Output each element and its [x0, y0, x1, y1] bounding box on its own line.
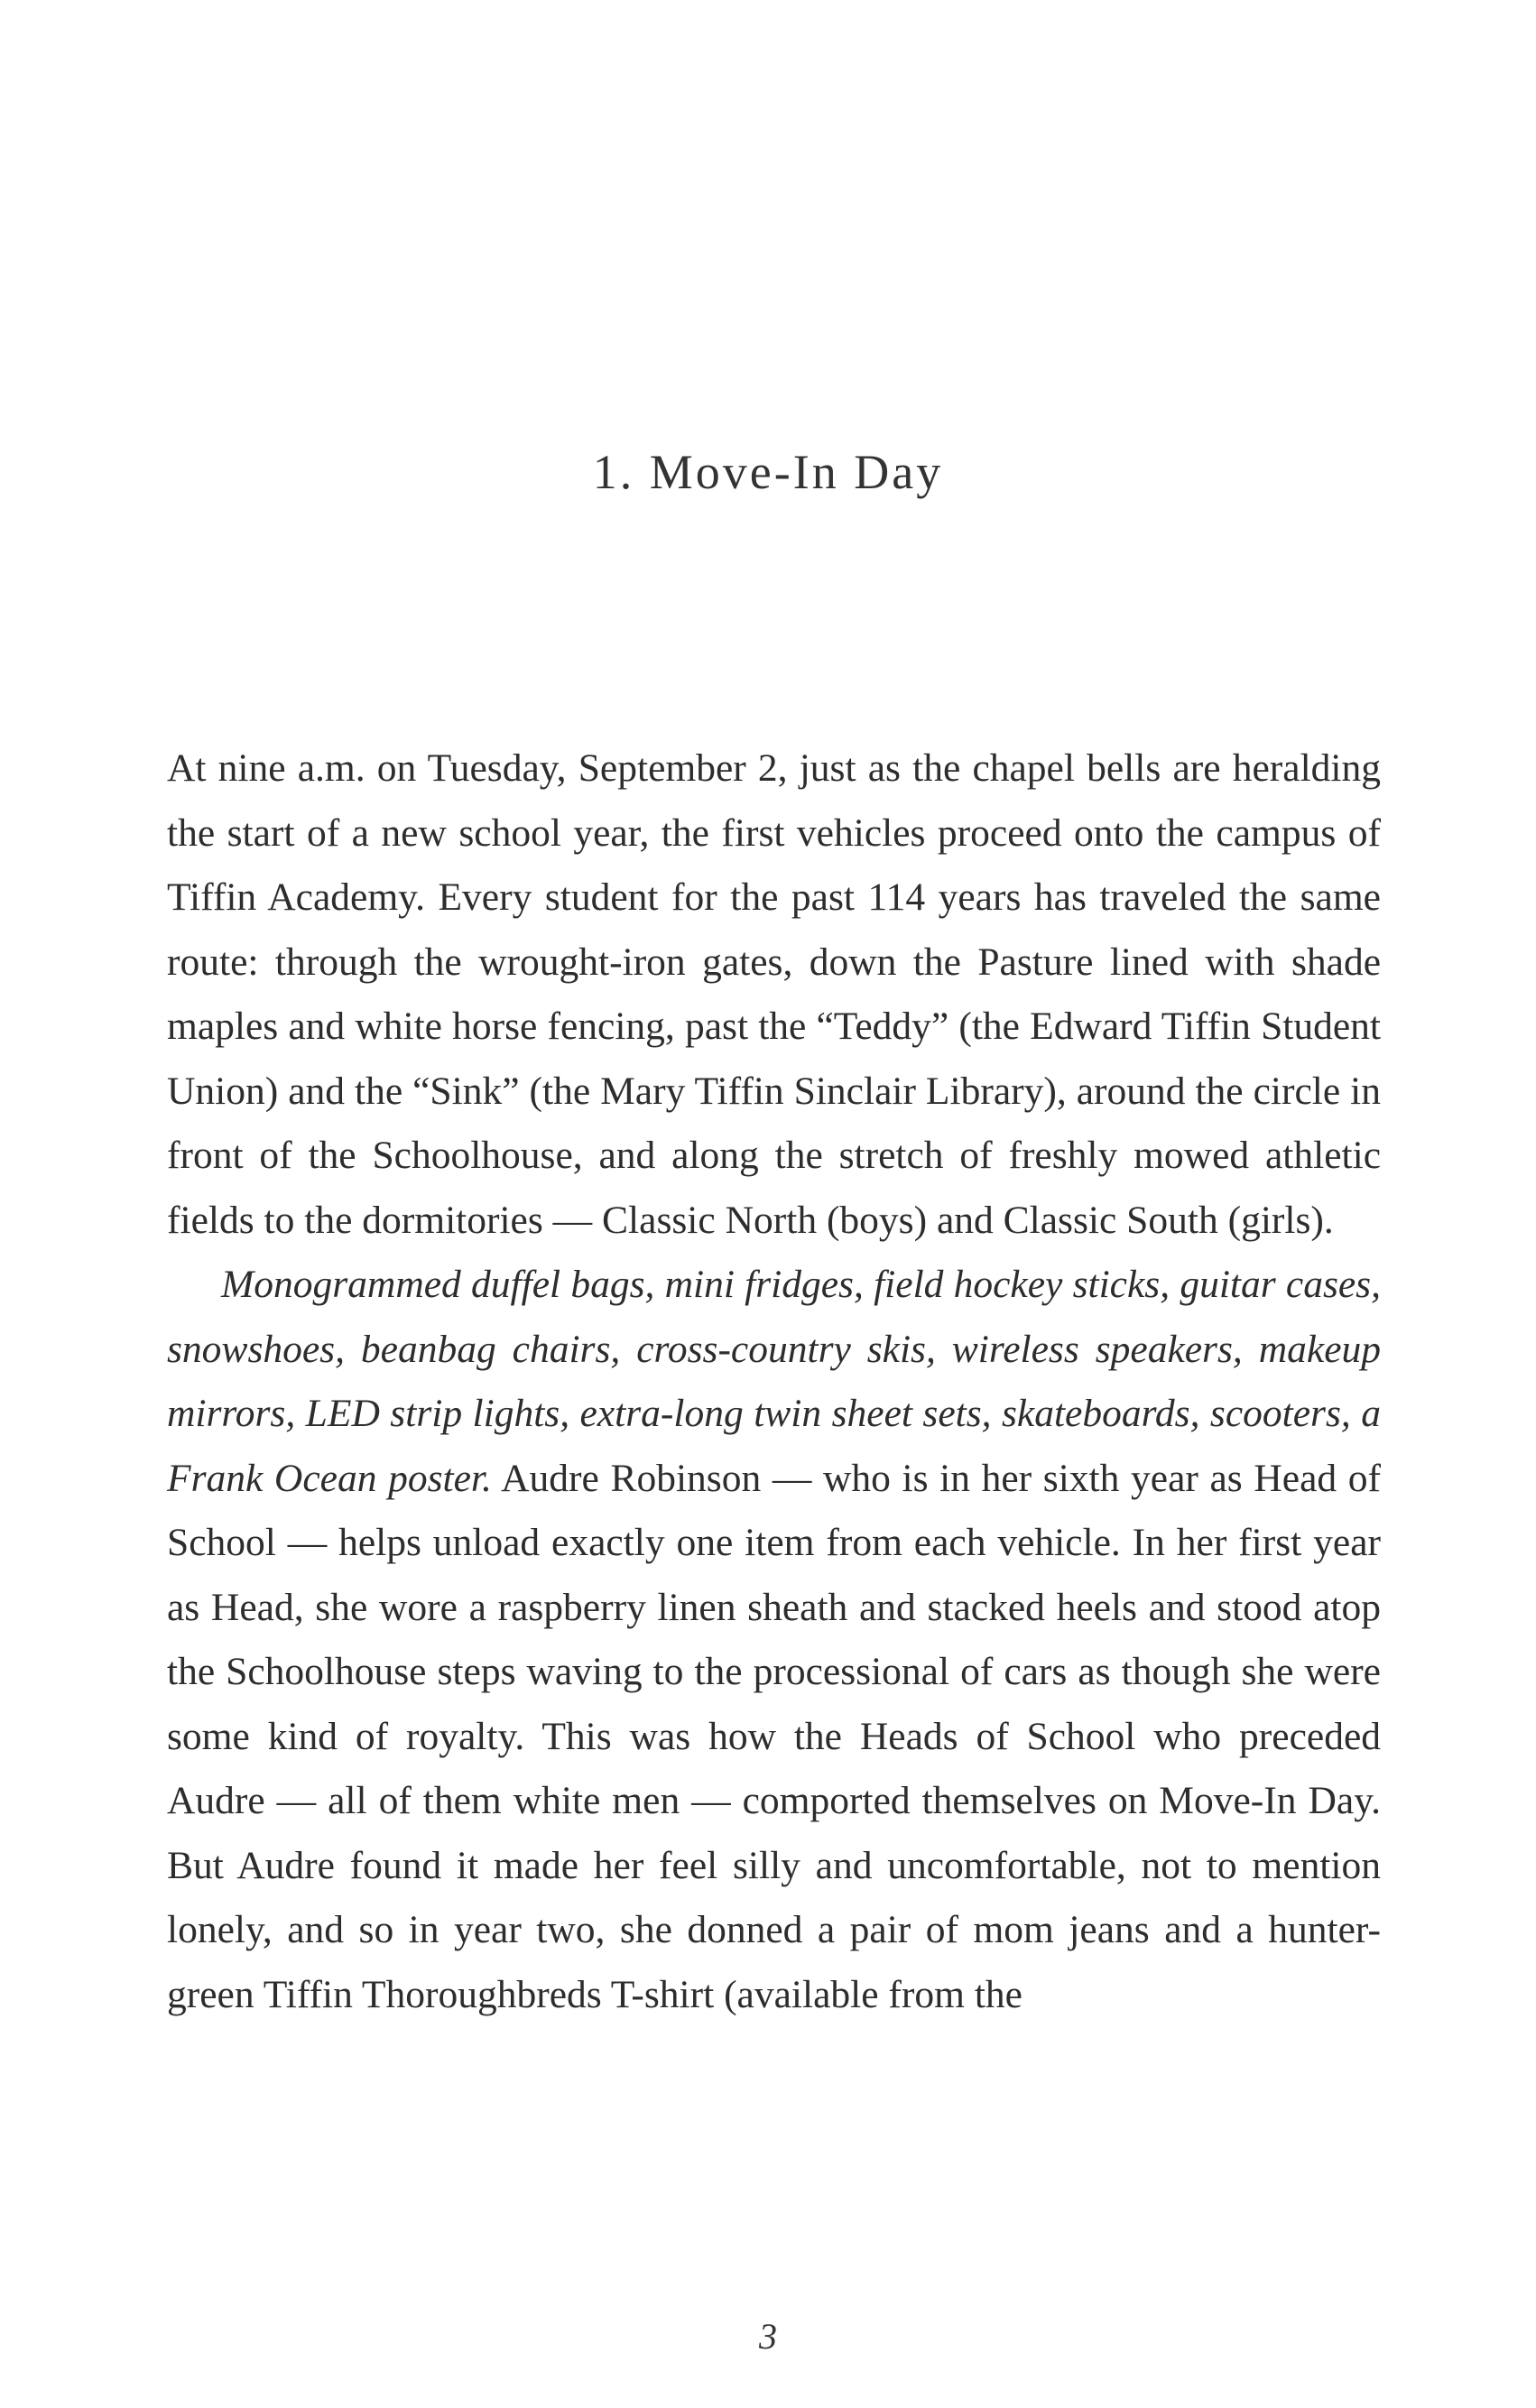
page-number: 3: [759, 2316, 777, 2357]
paragraph-1: At nine a.m. on Tuesday, September 2, just as the chapel bells are heralding the start of a new school year, the first vehicles proceed onto the campus of Tiffin Academy. Every student for the past 114 years has traveled the same route: through the wrought-iron gates, down the Pasture lined with shade maples and white horse fencing, past the “Teddy” (the Edward Tiffin Student Union) and the “Sink” (the Mary Tiffin Sinclair Library), around the circle in front of the Schoolhouse, and along the stretch of freshly mowed athletic fields to the dormitories — Classic North (boys) and Classic South (girls).: [167, 746, 1381, 1242]
paragraph-2-text: Audre Robinson — who is in her sixth year as Head of School — helps unload exactly one item from each vehicle. In her first year as Head, she wore a raspberry linen sheath and stacked heels and stood atop the Schoolhouse steps waving to the processional of cars as though she were some kind of royalty. This was how the Heads of School who preceded Audre — all of them white men — comported themselves on Move-In Day. But Audre found it made her feel silly and uncomfortable, not to mention lonely, and so in year two, she donned a pair of mom jeans and a hunter-green Tiffin Thoroughbreds T-shirt (available from the: [167, 1456, 1381, 2016]
chapter-title: 1. Move-In Day: [592, 445, 944, 499]
paragraph-2: [167, 1253, 1381, 2027]
body-text: [167, 736, 1381, 2027]
italic-item-list: Monogrammed duffel bags, mini fridges, field hockey sticks, guitar cases, snowshoes, beanbag chairs, cross-country skis, wireless speakers, makeup mirrors, LED strip lights, extra-long twin sheet sets, skateboards, scooters, a Frank Ocean poster.: [167, 1263, 1381, 1500]
